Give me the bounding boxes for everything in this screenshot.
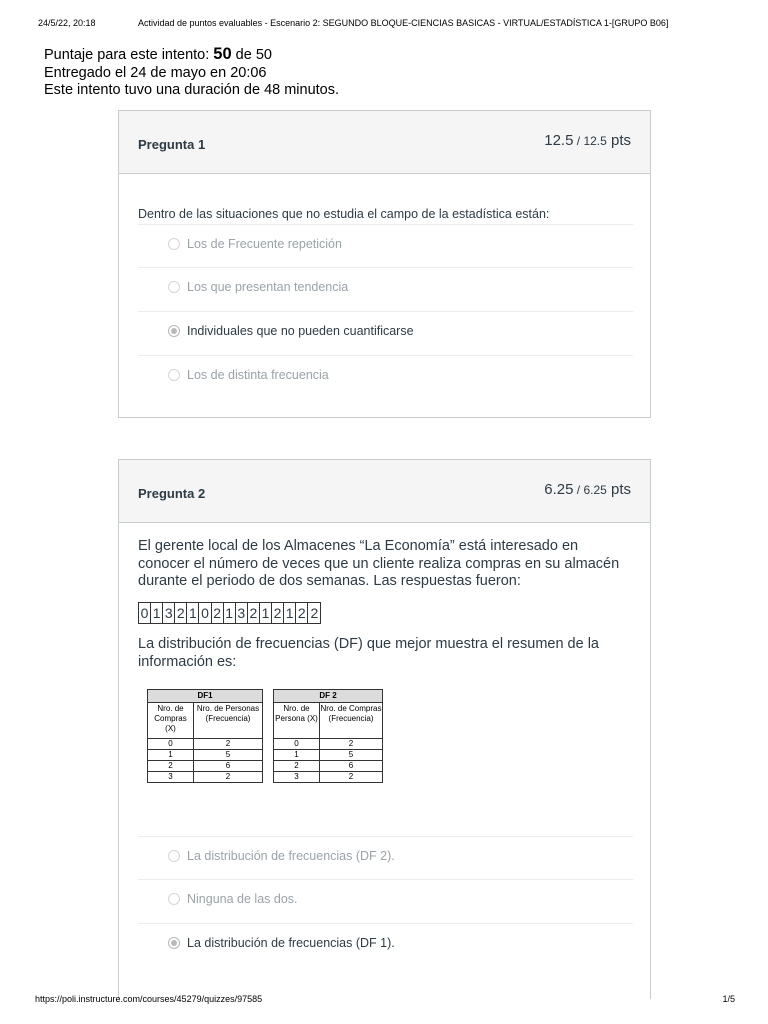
question-text-2: La distribución de frecuencias (DF) que mejor muestra el resumen de la información es: xyxy=(138,636,599,670)
radio-button[interactable] xyxy=(168,281,180,293)
question-text: Dentro de las situaciones que no estudia el campo de la estadística están: xyxy=(138,207,550,221)
points-earned: 12.5 xyxy=(544,132,574,149)
df1-col-freq: Nro. de Personas (Frecuencia) xyxy=(194,703,263,739)
question-header xyxy=(119,460,650,523)
sequence-cell: 3 xyxy=(163,603,175,623)
answer-label: Los que presentan tendencia xyxy=(187,280,349,294)
answer-option[interactable] xyxy=(138,836,633,879)
sequence-cell: 2 xyxy=(272,603,284,623)
sequence-cell: 0 xyxy=(199,603,211,623)
sequence-cell: 1 xyxy=(151,603,163,623)
table-row xyxy=(274,772,383,783)
df1-col-x: Nro. de Compras (X) xyxy=(148,703,194,739)
question-title: Pregunta 2 xyxy=(138,486,206,501)
score-line xyxy=(44,46,339,65)
sequence-cell: 2 xyxy=(248,603,260,623)
answer-label: Los de distinta frecuencia xyxy=(187,368,329,382)
answer-option[interactable] xyxy=(138,224,633,267)
radio-button[interactable] xyxy=(168,850,180,862)
answer-label: Ninguna de las dos. xyxy=(187,892,298,906)
answer-option[interactable] xyxy=(138,267,633,310)
df2-col-x: Nro. de Persona (X) xyxy=(274,703,320,739)
table-cell: 5 xyxy=(320,750,383,761)
radio-button[interactable] xyxy=(168,238,180,250)
attempt-summary xyxy=(44,46,339,100)
print-url: https://poli.instructure.com/courses/45279/quizzes/97585 xyxy=(35,994,263,1004)
table-cell: 2 xyxy=(320,739,383,750)
points-total: / 6.25 xyxy=(573,483,607,497)
table-row xyxy=(148,772,263,783)
table-row xyxy=(274,750,383,761)
print-title: Actividad de puntos evaluables - Escenario 2: SEGUNDO BLOQUE-CIENCIAS BASICAS - VIRTUAL/ESTADÍSTICA 1-[GRUPO B06] xyxy=(138,18,669,28)
answer-label: Individuales que no pueden cuantificarse xyxy=(187,324,414,338)
table-row xyxy=(274,739,383,750)
radio-button-checked[interactable] xyxy=(168,325,180,337)
table-cell: 2 xyxy=(148,761,194,772)
answer-option-selected[interactable] xyxy=(138,923,633,966)
score-prefix: Puntaje para este intento: xyxy=(44,47,214,63)
question-card-2 xyxy=(118,459,651,999)
question-points xyxy=(544,132,631,149)
points-total: / 12.5 xyxy=(573,134,607,148)
response-sequence xyxy=(138,602,321,624)
table-cell: 6 xyxy=(320,761,383,772)
table-cell: 3 xyxy=(148,772,194,783)
question-text: El gerente local de los Almacenes “La Economía” está interesado en conocer el número de veces que un cliente realiza compras en su almacén durante el periodo de dos semanas. Las respuestas fueron: xyxy=(138,538,620,589)
submitted-line: Entregado el 24 de mayo en 20:06 xyxy=(44,64,267,81)
score-value: 50 xyxy=(213,45,232,63)
sequence-cell: 3 xyxy=(236,603,248,623)
df2-title: DF 2 xyxy=(274,690,383,703)
sequence-cell: 0 xyxy=(139,603,151,623)
answer-option[interactable] xyxy=(138,879,633,922)
question-header xyxy=(119,111,650,174)
df2-table xyxy=(273,689,383,783)
df1-table xyxy=(147,689,263,783)
answer-option[interactable] xyxy=(138,355,633,398)
answer-label: La distribución de frecuencias (DF 1). xyxy=(187,936,395,950)
table-cell: 1 xyxy=(274,750,320,761)
table-cell: 2 xyxy=(194,739,263,750)
print-header xyxy=(38,18,738,32)
df1-title: DF1 xyxy=(148,690,263,703)
table-cell: 2 xyxy=(320,772,383,783)
table-cell: 0 xyxy=(148,739,194,750)
sequence-cell: 2 xyxy=(310,605,319,621)
answer-option-selected[interactable] xyxy=(138,311,633,354)
table-cell: 2 xyxy=(274,761,320,772)
duration-line: Este intento tuvo una duración de 48 minutos. xyxy=(44,82,340,98)
table-cell: 6 xyxy=(194,761,263,772)
sequence-cell: 2 xyxy=(212,603,224,623)
radio-button[interactable] xyxy=(168,893,180,905)
table-cell: 1 xyxy=(148,750,194,761)
sequence-cell: 1 xyxy=(260,603,272,623)
table-row xyxy=(148,761,263,772)
table-cell: 5 xyxy=(194,750,263,761)
sequence-cell: 2 xyxy=(175,603,187,623)
print-date: 24/5/22, 20:18 xyxy=(38,18,96,28)
table-cell: 0 xyxy=(274,739,320,750)
radio-button[interactable] xyxy=(168,369,180,381)
table-cell: 3 xyxy=(274,772,320,783)
points-earned: 6.25 xyxy=(544,481,574,498)
points-unit: pts xyxy=(606,481,631,498)
answer-label: Los de Frecuente repetición xyxy=(187,237,342,251)
question-card-1 xyxy=(118,110,651,418)
sequence-cell: 1 xyxy=(224,603,236,623)
table-cell: 2 xyxy=(194,772,263,783)
points-unit: pts xyxy=(606,132,631,149)
table-row xyxy=(148,739,263,750)
question-points xyxy=(544,481,631,498)
answer-label: La distribución de frecuencias (DF 2). xyxy=(187,849,395,863)
df2-col-freq: Nro. de Compras (Frecuencia) xyxy=(320,703,383,739)
radio-button-checked[interactable] xyxy=(168,937,180,949)
table-row xyxy=(148,750,263,761)
table-row xyxy=(274,761,383,772)
print-page-number: 1/5 xyxy=(722,994,735,1004)
sequence-cell: 2 xyxy=(296,603,308,623)
question-title: Pregunta 1 xyxy=(138,137,206,152)
sequence-cell: 1 xyxy=(284,603,296,623)
score-suffix: de 50 xyxy=(231,47,272,63)
sequence-cell: 1 xyxy=(187,603,199,623)
